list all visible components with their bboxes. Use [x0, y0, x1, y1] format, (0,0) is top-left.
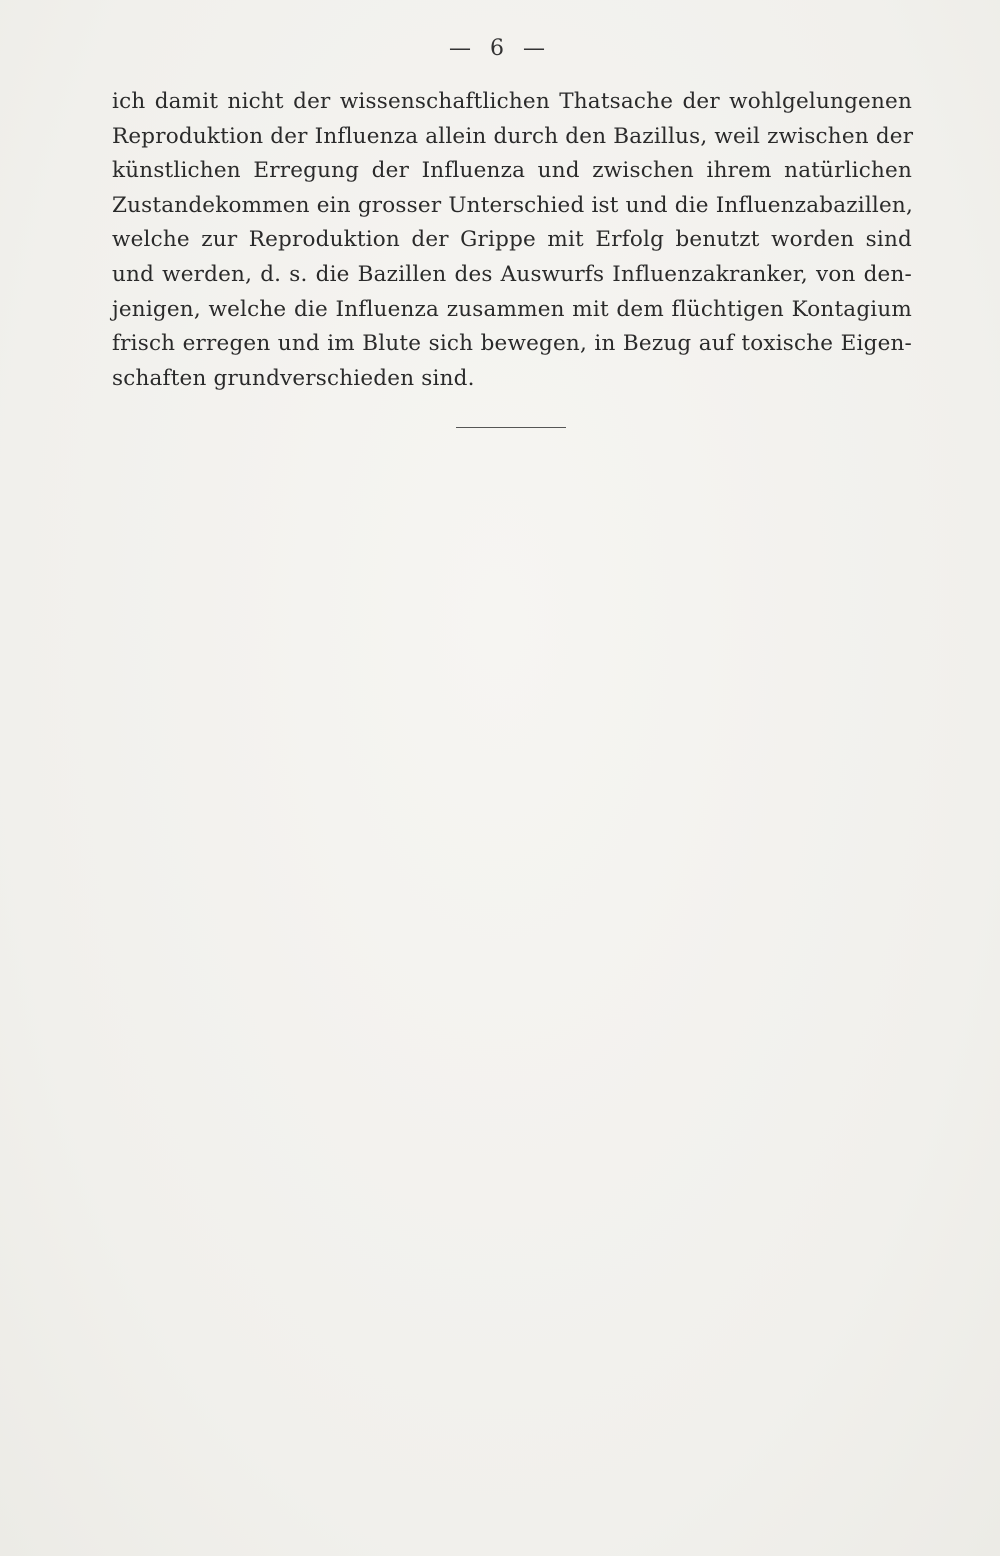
page-number: — 6 — [449, 36, 551, 61]
body-paragraph [112, 85, 912, 396]
text-line: frisch erregen und im Blute sich bewegen, in Bezug auf toxische Eigen- [112, 331, 912, 357]
text-line: und werden, d. s. die Bazillen des Auswurfs Influenzakranker, von den- [112, 261, 912, 287]
text-line: Zustandekommen ein grosser Unterschied ist und die Influenzabazillen, [112, 192, 914, 218]
text-line: schaften grundverschieden sind. [112, 365, 475, 391]
text-line: jenigen, welche die Influenza zusammen mit dem flüchtigen Kontagium [112, 296, 912, 322]
text-line: Reproduktion der Influenza allein durch den Bazillus, weil zwischen der [112, 123, 914, 149]
text-line: ich damit nicht der wissenschaftlichen Thatsache der wohlgelungenen [112, 89, 912, 114]
section-divider [456, 427, 566, 428]
text-line: welche zur Reproduktion der Grippe mit Erfolg benutzt worden sind [112, 227, 912, 253]
text-line: künstlichen Erregung der Influenza und zwischen ihrem natürlichen [112, 158, 912, 184]
